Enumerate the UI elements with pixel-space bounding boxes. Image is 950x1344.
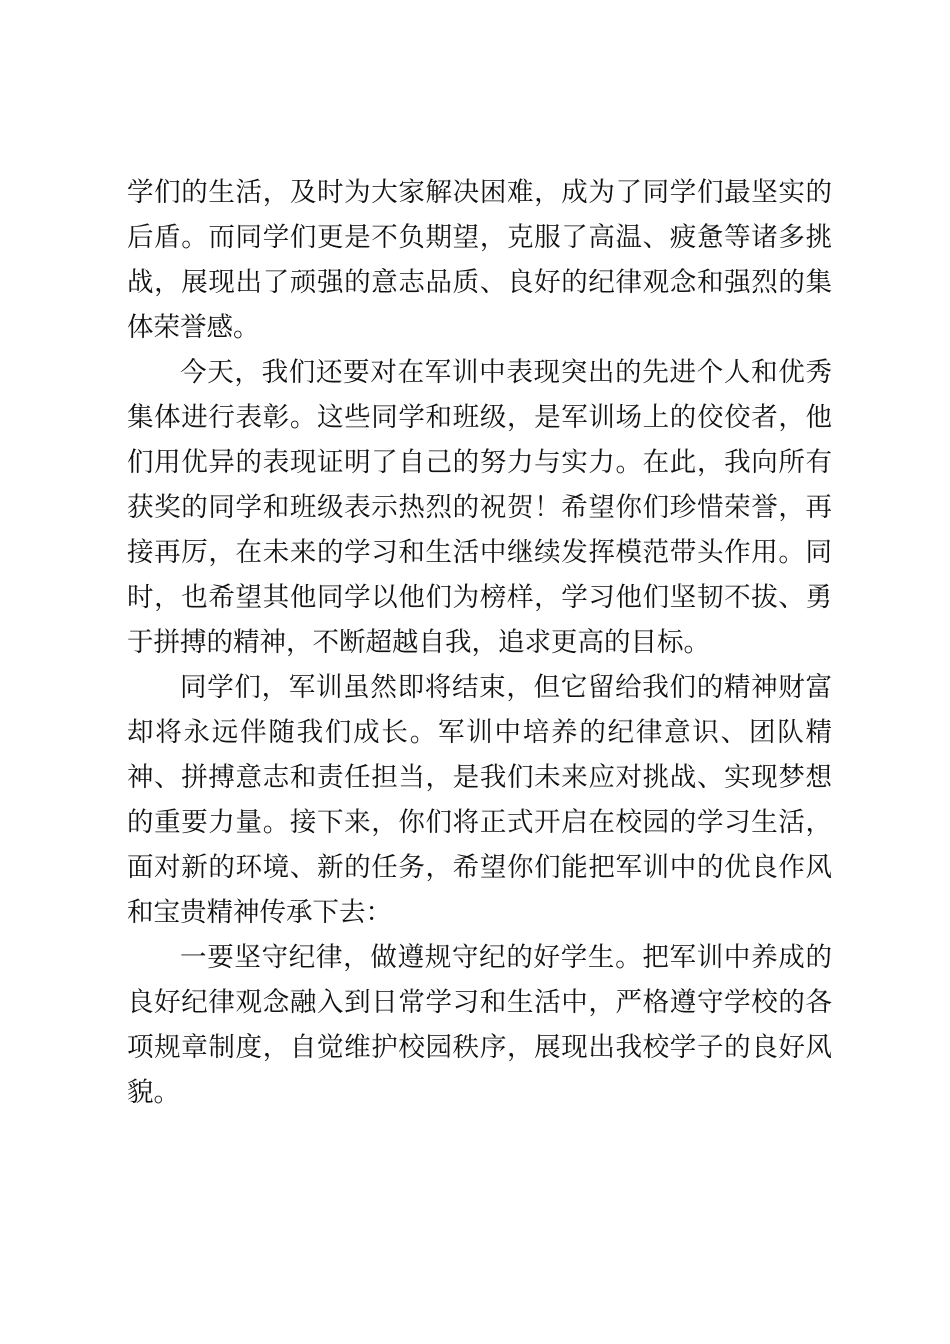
paragraph-continuation: 学们的生活，及时为大家解决困难，成为了同学们最坚实的后盾。而同学们更是不负期望，克服了高温、疲惫等诸多挑战，展现出了顽强的意志品质、良好的纪律观念和强烈的集体荣誉感。: [127, 177, 832, 343]
paragraph-discipline: 一要坚守纪律，做遵规守纪的好学生。把军训中养成的良好纪律观念融入到日常学习和生活中，严格遵守学校的各项规章制度，自觉维护校园秩序，展现出我校学子的良好风貌。: [127, 942, 832, 1108]
document-body: [127, 170, 832, 1115]
paragraph-legacy: 同学们，军训虽然即将结束，但它留给我们的精神财富却将永远伴随我们成长。军训中培养的纪律意识、团队精神、拼搏意志和责任担当，是我们未来应对挑战、实现梦想的重要力量。接下来，你们将正式开启在校园的学习生活，面对新的环境、新的任务，希望你们能把军训中的优良作风和宝贵精神传承下去：: [127, 672, 832, 928]
paragraph-commendation: 今天，我们还要对在军训中表现突出的先进个人和优秀集体进行表彰。这些同学和班级，是军训场上的佼佼者，他们用优异的表现证明了自己的努力与实力。在此，我向所有获奖的同学和班级表示热烈的祝贺！希望你们珍惜荣誉，再接再厉，在未来的学习和生活中继续发挥模范带头作用。同时，也希望其他同学以他们为榜样，学习他们坚韧不拔、勇于拼搏的精神，不断超越自我，追求更高的目标。: [127, 357, 832, 658]
